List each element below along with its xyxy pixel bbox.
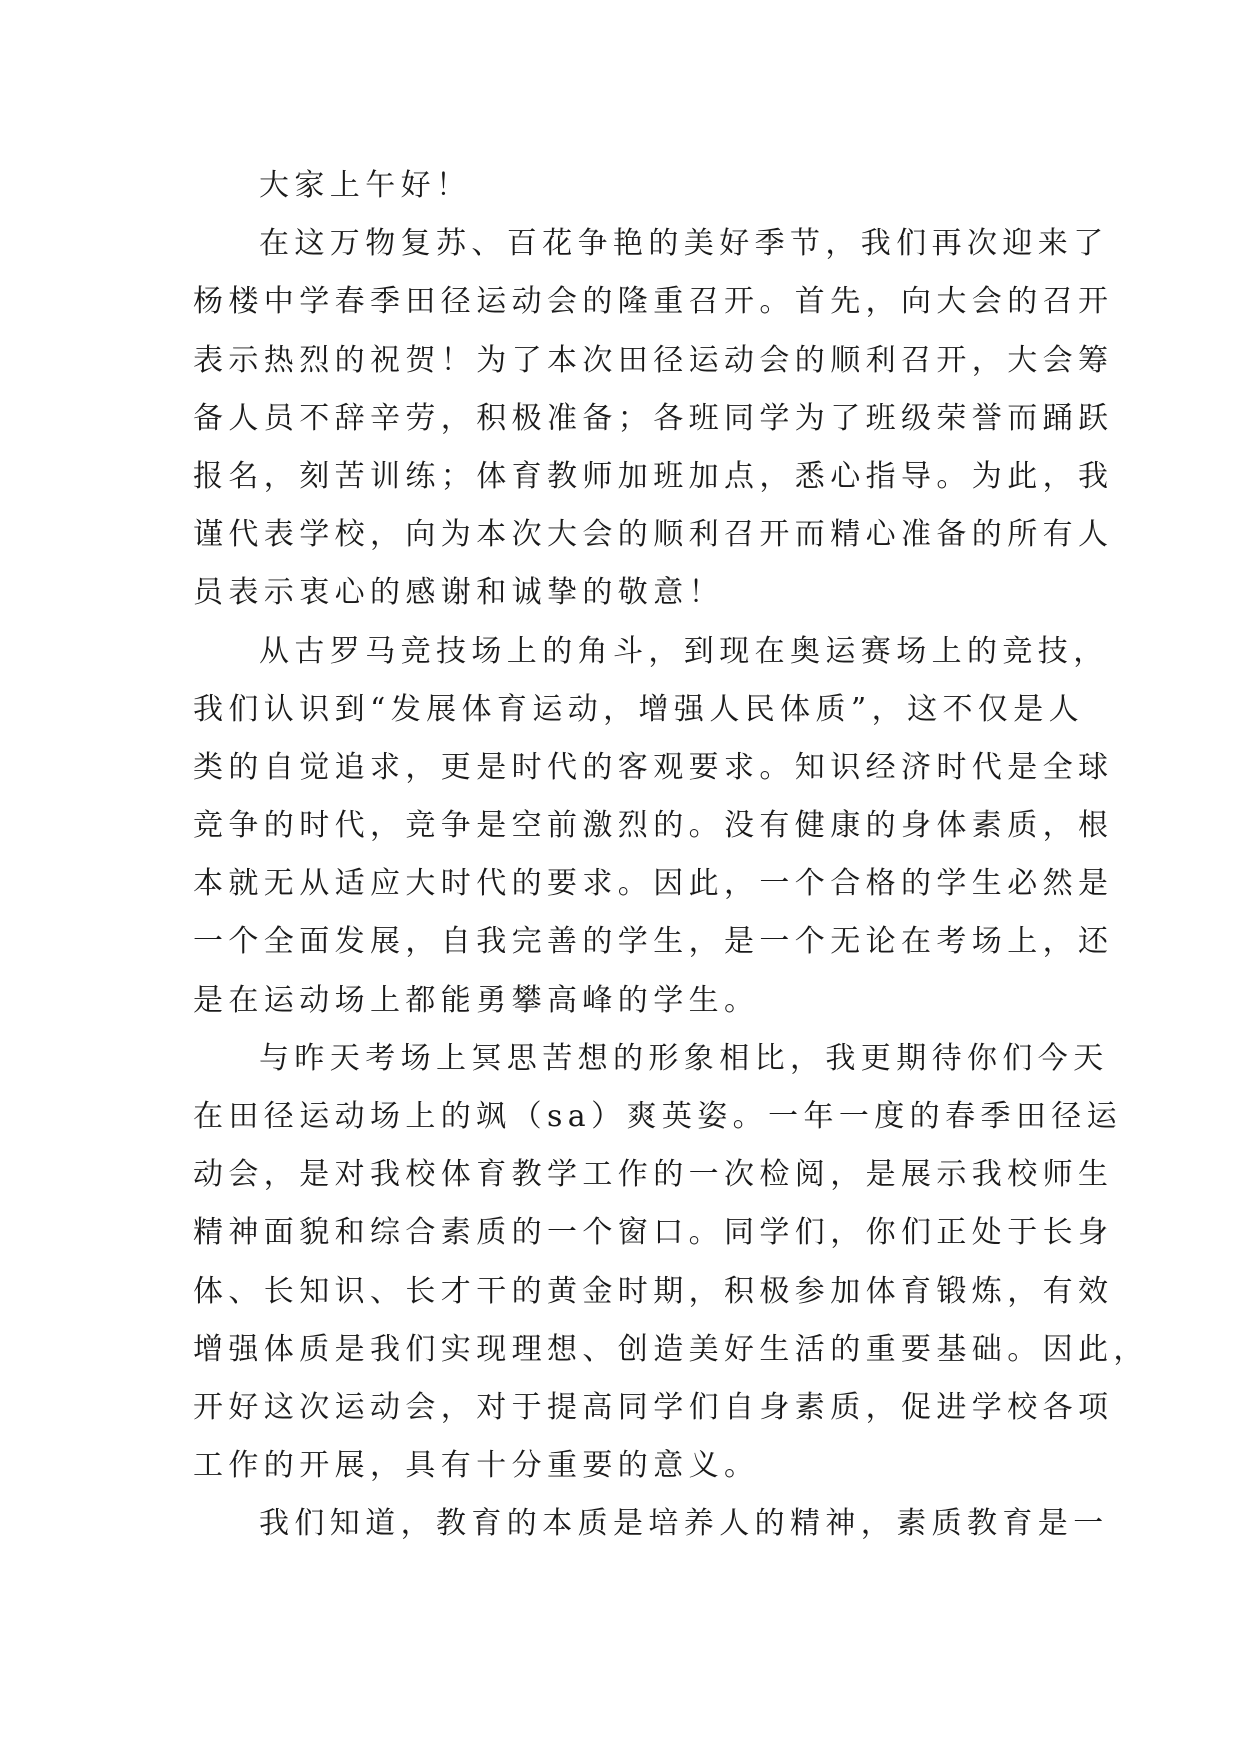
document-body — [193, 157, 1149, 1554]
text-line: 体、长知识、长才干的黄金时期，积极参加体育锻炼，有效 — [193, 1273, 1114, 1309]
text-line: 大家上午好！ — [259, 168, 472, 203]
text-line: 一个全面发展，自我完善的学生，是一个无论在考场上，还 — [193, 924, 1114, 960]
text-line: 增强体质是我们实现理想、创造美好生活的重要基础。因此， — [193, 1331, 1149, 1367]
text-line: 工作的开展，具有十分重要的意义。 — [193, 1448, 760, 1484]
text-line: 从古罗马竞技场上的角斗，到现在奥运赛场上的竞技， — [259, 633, 1109, 669]
text-line: 本就无从适应大时代的要求。因此，一个合格的学生必然是 — [193, 866, 1114, 902]
text-line: 备人员不辞辛劳，积极准备；各班同学为了班级荣誉而踊跃 — [193, 400, 1114, 436]
text-line: 开好这次运动会，对于提高同学们自身素质，促进学校各项 — [193, 1389, 1114, 1425]
text-line: 动会，是对我校体育教学工作的一次检阅，是展示我校师生 — [193, 1157, 1114, 1193]
text-line: 谨代表学校，向为本次大会的顺利召开而精心准备的所有人 — [193, 517, 1114, 553]
text-line: 杨楼中学春季田径运动会的隆重召开。首先，向大会的召开 — [193, 284, 1114, 320]
text-line: 精神面貌和综合素质的一个窗口。同学们，你们正处于长身 — [193, 1215, 1114, 1251]
text-line: 类的自觉追求，更是时代的客观要求。知识经济时代是全球 — [193, 749, 1114, 785]
text-line: 我们认识到“发展体育运动，增强人民体质”，这不仅是人 — [193, 691, 1085, 727]
text-line: 竞争的时代，竞争是空前激烈的。没有健康的身体素质，根 — [193, 808, 1114, 844]
text-line: 在田径运动场上的飒（sa）爽英姿。一年一度的春季田径运 — [193, 1099, 1123, 1134]
text-line: 是在运动场上都能勇攀高峰的学生。 — [193, 982, 760, 1018]
text-line: 与昨天考场上冥思苦想的形象相比，我更期待你们今天 — [259, 1040, 1109, 1076]
text-line: 在这万物复苏、百花争艳的美好季节，我们再次迎来了 — [259, 226, 1109, 262]
text-line: 报名，刻苦训练；体育教师加班加点，悉心指导。为此，我 — [193, 458, 1114, 494]
text-line: 表示热烈的祝贺！为了本次田径运动会的顺利召开，大会筹 — [193, 342, 1114, 378]
text-line: 我们知道，教育的本质是培养人的精神，素质教育是一 — [259, 1506, 1109, 1542]
text-line: 员表示衷心的感谢和诚挚的敬意！ — [193, 575, 724, 611]
